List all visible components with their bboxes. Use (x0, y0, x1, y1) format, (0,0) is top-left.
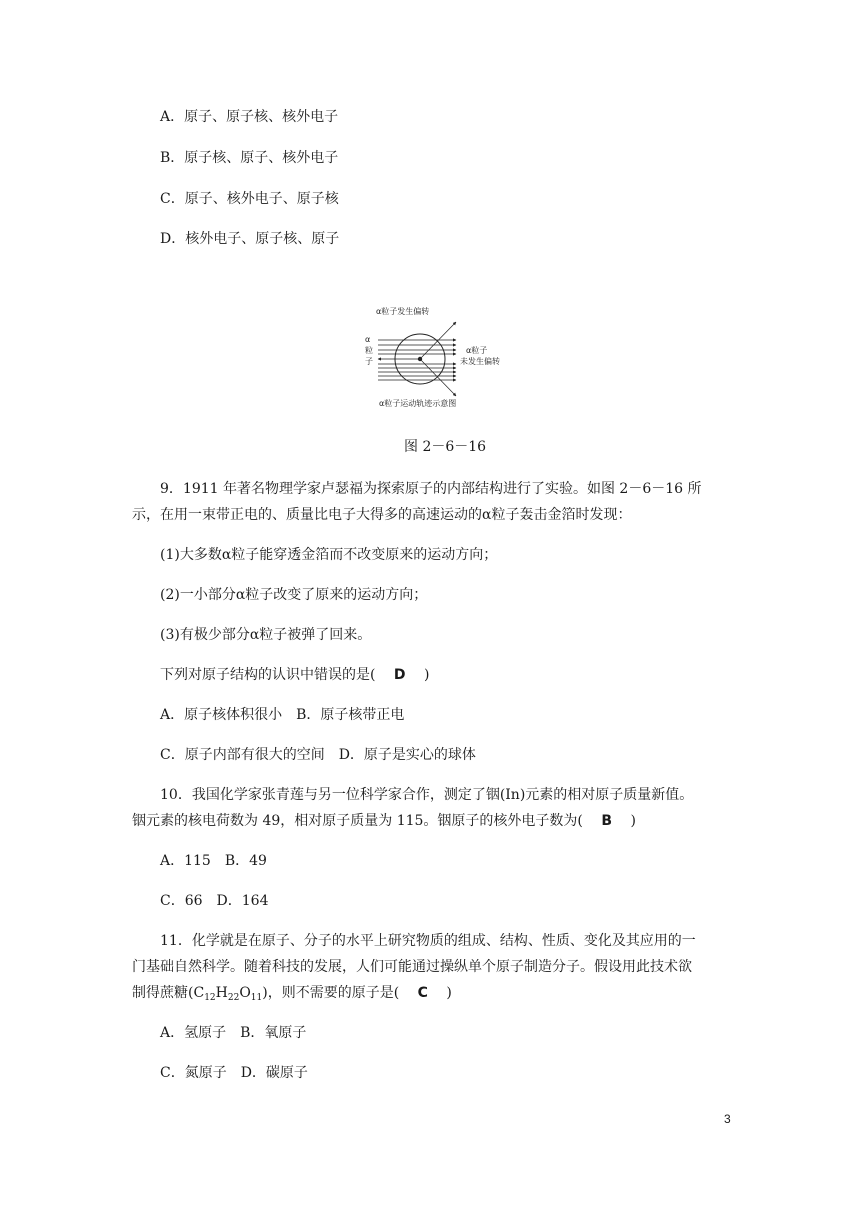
page-number: 3 (724, 1112, 731, 1126)
q9-question-close: ) (424, 667, 430, 683)
q8-option-d: D．核外电子、原子核、原子 (160, 231, 340, 247)
label-right-1: α粒子 (466, 346, 488, 355)
label-alpha-2: 粒 (365, 346, 373, 355)
q8-option-c: C．原子、核外电子、原子核 (160, 191, 339, 207)
q8-option-a: A．原子、原子核、核外电子 (160, 109, 339, 125)
label-bottom: α粒子运动轨迹示意图 (379, 399, 457, 408)
q10-stem-line1: 10．我国化学家张青莲与另一位科学家合作，测定了铟(In)元素的相对原子质量新值。 (160, 787, 694, 803)
q10-stem-text: 铟元素的核电荷数为 49，相对原子质量为 115。铟原子的核外电子数为( (132, 813, 583, 829)
q11-sub-c: 12 (204, 993, 216, 1003)
label-alpha-3: 子 (365, 357, 373, 366)
q10-answer: B (601, 813, 613, 829)
deflect-down (420, 359, 456, 396)
q9-stem-line1: 9．1911 年著名物理学家卢瑟福为探索原子的内部结构进行了实验。如图 2－6－16 所 (160, 481, 702, 497)
q11-sub-o: 11 (250, 993, 263, 1003)
q11-stem-text: 制得蔗糖(C (132, 985, 205, 1001)
q11-answer: C (417, 985, 428, 1001)
alpha-scattering-diagram (360, 300, 530, 418)
q9-options-cd: C．原子内部有很大的空间 D．原子是实心的球体 (160, 747, 476, 763)
q9-item-3: (3)有极少部分α粒子被弹了回来。 (160, 627, 372, 643)
q8-option-b: B．原子核、原子、核外电子 (160, 150, 339, 166)
q11-options-ab: A．氢原子 B．氧原子 (160, 1025, 307, 1041)
q10-close: ) (630, 813, 636, 829)
q11-stem-suffix: )，则不需要的原子是( (262, 985, 400, 1001)
q9-item-1: (1)大多数α粒子能穿透金箔而不改变原来的运动方向； (160, 547, 498, 563)
label-alpha-1: α (365, 335, 371, 344)
q9-options-ab: A．原子核体积很小 B．原子核带正电 (160, 707, 405, 723)
q11-o: O (239, 985, 251, 1001)
q9-question-text: 下列对原子结构的认识中错误的是( (160, 667, 376, 683)
q11-stem-line2: 门基础自然科学。随着科技的发展，人们可能通过操纵单个原子制造分子。假设用此技术欲 (132, 959, 692, 975)
q11-stem-line1: 11．化学就是在原子、分子的水平上研究物质的组成、结构、性质、变化及其应用的一 (160, 933, 696, 949)
q9-item-2: (2)一小部分α粒子改变了原来的运动方向； (160, 587, 428, 603)
q10-options-ab: A．115 B．49 (160, 853, 267, 869)
q9-answer: D (393, 667, 406, 683)
deflect-up (420, 322, 456, 359)
q10-options-cd: C．66 D．164 (160, 893, 269, 909)
q11-close: ) (446, 985, 452, 1001)
q9-stem-line2: 示，在用一束带正电的、质量比电子大得多的高速运动的α粒子轰击金箔时发现： (132, 507, 632, 523)
q9-question (160, 666, 429, 684)
figure-caption: 图 2－6－16 (404, 439, 487, 455)
label-right-2: 未发生偏转 (460, 357, 500, 366)
q10-stem-line2 (132, 812, 636, 830)
q11-h: H (215, 985, 228, 1001)
particle-paths (378, 322, 456, 396)
q11-stem-line3 (132, 984, 452, 1007)
label-deflect: α粒子发生偏转 (376, 307, 430, 316)
q11-sub-h: 22 (227, 993, 240, 1003)
q11-options-cd: C．氮原子 D．碳原子 (160, 1065, 308, 1081)
